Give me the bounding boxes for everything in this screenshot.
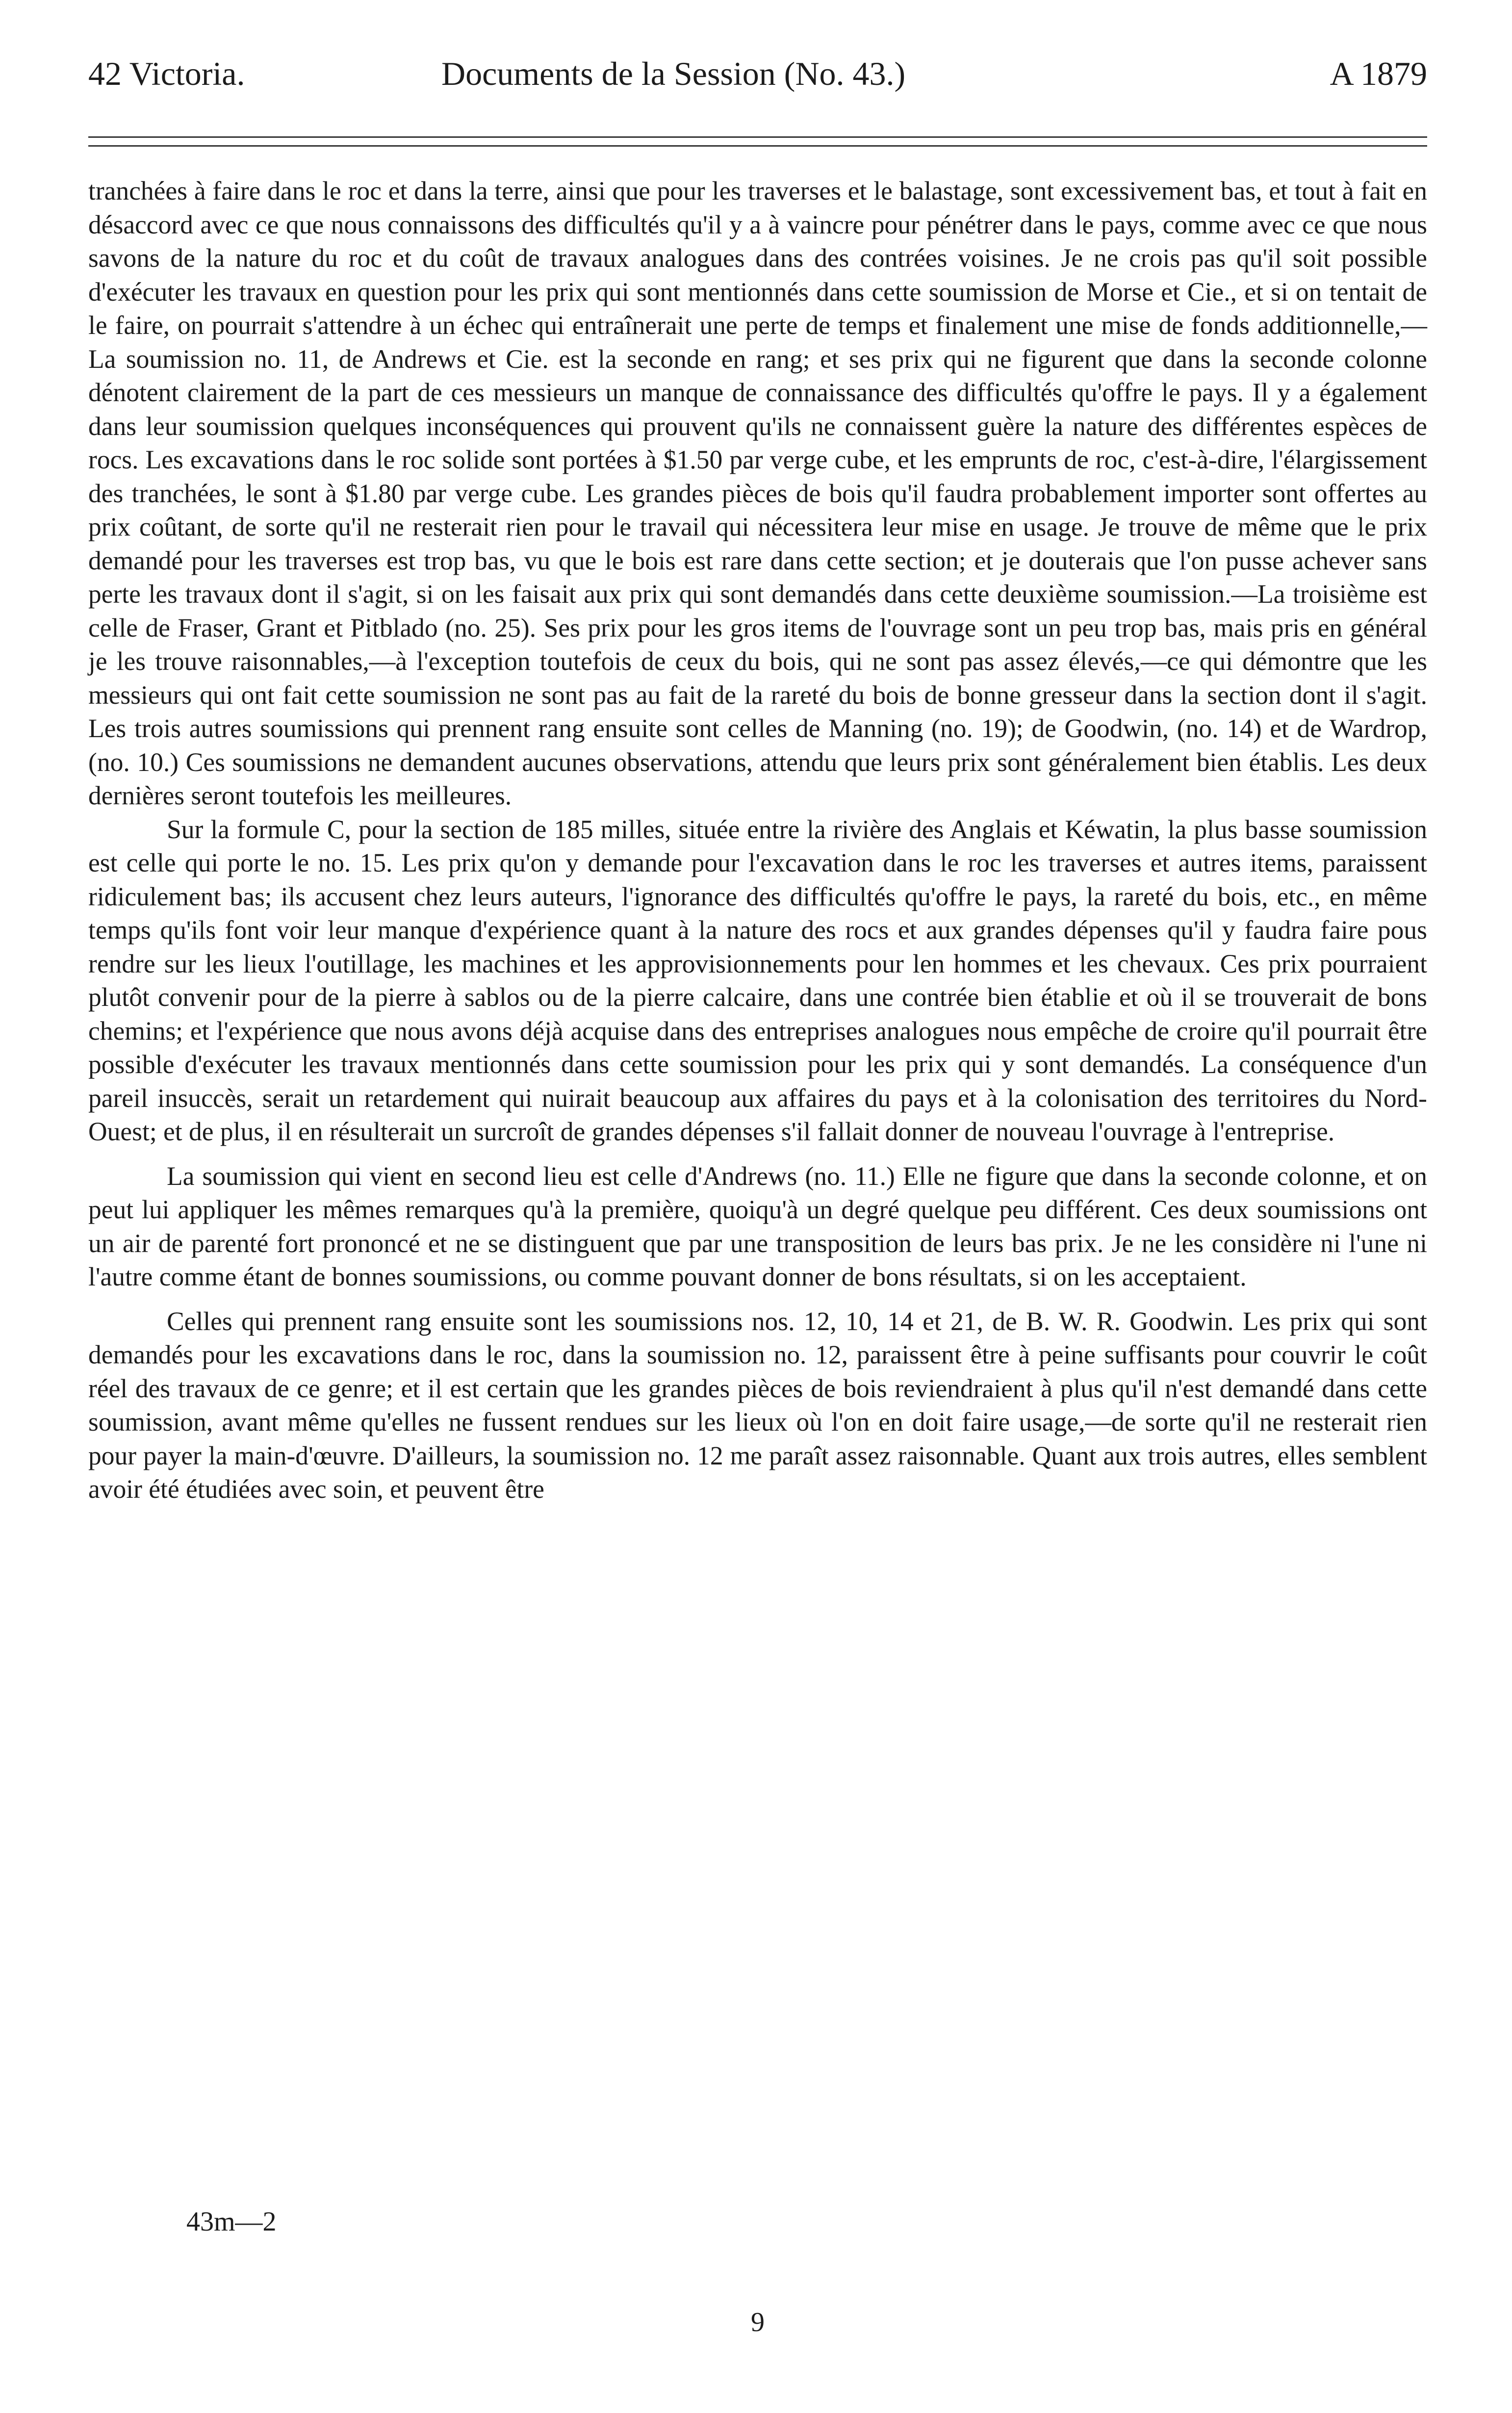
paragraph-1: tranchées à faire dans le roc et dans la terre, ainsi que pour les traverses et le balastage, sont excessivement bas, et tout à fait en désaccord avec ce que nous connaissons des difficultés qu'il y a à vaincre pour pénétrer dans le pays, comme avec ce que nous savons de la nature du roc et du coût de travaux analogues dans des contrées voisines. Je ne crois pas qu'il soit possible d'exécuter les travaux en question pour les prix qui sont mentionnés dans cette soumission de Morse et Cie., et si on tentait de le faire, on pourrait s'attendre à un échec qui entraînerait une perte de temps et finalement une mise de fonds additionnelle,—La soumission no. 11, de Andrews et Cie. est la seconde en rang; et ses prix qui ne figurent que dans la seconde colonne dénotent clairement de la part de ces messieurs un manque de connaissance des difficultés qu'offre le pays. Il y a également dans leur soumission quelques inconséquences qui prouvent qu'ils ne connaissent guère la nature des différentes espèces de rocs. Les excavations dans le roc solide sont portées à $1.50 par verge cube, et les emprunts de roc, c'est-à-dire, l'élargissement des tranchées, le sont à $1.80 par verge cube. Les grandes pièces de bois qu'il faudra probablement importer sont offertes au prix coûtant, de sorte qu'il ne resterait rien pour le travail qui nécessitera leur mise en usage. Je trouve de même que le prix demandé pour les traverses est trop bas, vu que le bois est rare dans cette section; et je douterais que l'on pusse achever sans perte les travaux dont il s'agit, si on les faisait aux prix qui sont demandés dans cette deuxième soumission.—La troisième est celle de Fraser, Grant et Pitblado (no. 25). Ses prix pour les gros items de l'ouvrage sont un peu trop bas, mais pris en général je les trouve raisonnables,—à l'exception toutefois de ceux du bois, qui ne sont pas assez élevés,—ce qui démontre que les messieurs qui ont fait cette soumission ne sont pas au fait de la rareté du bois de bonne gresseur dans la section dont il s'agit. Les trois autres soumissions qui prennent rang ensuite sont celles de Manning (no. 19); de Goodwin, (no. 14) et de Wardrop, (no. 10.) Ces soumissions ne demandent aucunes observations, attendu que leurs prix sont généralement bien établis. Les deux dernières seront toutefois les meilleures. [88, 176, 1427, 810]
header-title: Documents de la Session (No. 43.) [441, 55, 906, 92]
header-rule-bottom [88, 145, 1427, 147]
paragraph-3: La soumission qui vient en second lieu est celle d'Andrews (no. 11.) Elle ne figure que dans la seconde colonne, et on peut lui appliquer les mêmes remarques qu'à la première, quoiqu'à un degré quelque peu différent. Ces deux soumissions ont un air de parenté fort prononcé et ne se distinguent que par une transposition de leurs bas prix. Je ne les considère ni l'une ni l'autre comme étant de bonnes soumissions, ou comme pouvant donner de bons résultats, si on les acceptaient. [88, 1161, 1427, 1291]
signature-mark: 43m—2 [186, 2207, 277, 2237]
document-page [88, 0, 1427, 2413]
paragraph-4: Celles qui prennent rang ensuite sont les soumissions nos. 12, 10, 14 et 21, de B. W. R. Goodwin. Les prix qui sont demandés pour les excavations dans le roc, dans la soumission no. 12, paraissent être à peine suffisants pour couvrir le coût réel des travaux de ce genre; et il est certain que les grandes pièces de bois reviendraient à plus qu'il n'est demandé dans cette soumission, avant même qu'elles ne fussent rendues sur les lieux où l'on en doit faire usage,—de sorte qu'il ne resterait rien pour payer la main-d'œuvre. D'ailleurs, la soumission no. 12 me paraît assez raisonnable. Quant aux trois autres, elles semblent avoir été étudiées avec soin, et peuvent être [88, 1306, 1427, 1504]
header-left: 42 Victoria. [88, 55, 245, 92]
header-right: A 1879 [1330, 55, 1427, 92]
page-number: 9 [751, 2307, 765, 2337]
running-header [88, 47, 1427, 101]
header-rule-top [88, 136, 1427, 138]
paragraph-2: Sur la formule C, pour la section de 185 milles, située entre la rivière des Anglais et Kéwatin, la plus basse soumission est celle qui porte le no. 15. Les prix qu'on y demande pour l'excavation dans le roc les traverses et autres items, paraissent ridiculement bas; ils accusent chez leurs auteurs, l'ignorance des difficultés qu'offre le pays, la rareté du bois, etc., en même temps qu'ils font voir leur manque d'expérience quant à la nature des rocs et aux grandes dépenses qu'il y faudra faire pous rendre sur les lieux l'outillage, les machines et les approvisionnements pour len hommes et les chevaux. Ces prix pourraient plutôt convenir pour de la pierre à sablos ou de la pierre calcaire, dans une contrée bien établie et où il se trouverait de bons chemins; et l'expérience que nous avons déjà acquise dans des entreprises analogues nous empêche de croire qu'il pourrait être possible d'exécuter les travaux mentionnés dans cette soumission pour les prix qui y sont demandés. La conséquence d'un pareil insuccès, serait un retardement qui nuirait beaucoup aux affaires du pays et à la colonisation des territoires du Nord-Ouest; et de plus, il en résulterait un surcroît de grandes dépenses s'il fallait donner de nouveau l'ouvrage à l'entreprise. [88, 814, 1427, 1146]
body-text [88, 174, 1427, 1506]
